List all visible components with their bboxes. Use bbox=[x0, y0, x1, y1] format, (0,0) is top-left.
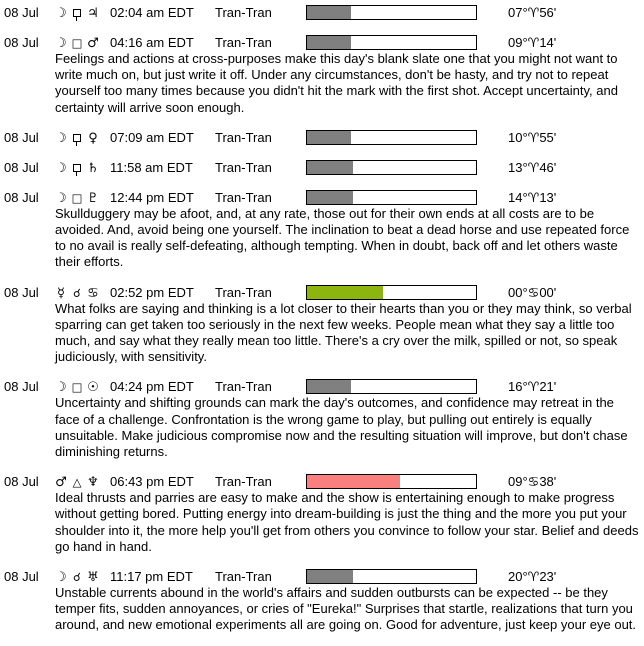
moon-icon: ☽ bbox=[55, 380, 67, 396]
orb-strength-fill bbox=[307, 380, 351, 393]
cancer-sign-icon: ♋ bbox=[87, 285, 99, 301]
event-date: 08 Jul bbox=[4, 379, 39, 395]
event-time: 12:44 pm EDT bbox=[110, 189, 194, 205]
orb-strength-bar bbox=[306, 569, 477, 584]
event-time: 11:58 am EDT bbox=[110, 159, 193, 175]
pluto-icon: ♇ bbox=[87, 190, 99, 206]
event-time: 04:16 am EDT bbox=[110, 35, 194, 50]
event-time: 06:43 pm EDT bbox=[110, 474, 194, 490]
moon-icon: ☽ bbox=[55, 190, 67, 206]
event-time: 02:52 pm EDT bbox=[110, 284, 194, 300]
event-time: 02:04 am EDT bbox=[110, 5, 194, 20]
event-date: 08 Jul bbox=[4, 569, 39, 585]
orb-strength-bar bbox=[306, 160, 477, 175]
position-degrees: 13°♈46' bbox=[508, 159, 557, 175]
event-date: 08 Jul bbox=[4, 474, 39, 490]
jupiter-icon: ♃ bbox=[87, 6, 99, 21]
event-time: 11:17 pm EDT bbox=[110, 569, 193, 585]
orb-strength-fill bbox=[307, 286, 383, 299]
aspect-event-row bbox=[0, 129, 644, 146]
aspect-event bbox=[0, 568, 644, 634]
position-degrees: 14°♈13' bbox=[508, 189, 557, 205]
aspect-glyphs bbox=[53, 129, 101, 147]
event-time: 04:24 pm EDT bbox=[110, 379, 194, 395]
event-date: 08 Jul bbox=[4, 5, 39, 20]
venus-icon: ♀ bbox=[88, 130, 98, 146]
aspect-event-row bbox=[0, 189, 644, 206]
orb-strength-bar bbox=[306, 379, 477, 394]
aspect-event bbox=[0, 34, 644, 116]
interpretation-text: Feelings and actions at cross-purposes make this day's blank slate one that you might not want to write much on, but just write it off. Under any circumstances, don't be hasty, and try not to repeat yourself too many times because you didn't hit the mark with the first shot. Accept uncertainty, and certainty will arrive soon enough. bbox=[55, 51, 618, 115]
aspect-event-row bbox=[0, 284, 644, 301]
position-degrees: 00°♋00' bbox=[508, 284, 557, 300]
event-date: 08 Jul bbox=[4, 159, 39, 175]
interpretation-text: Unstable currents abound in the world's affairs and sudden outbursts can be expected -- be they temper fits, sudden annoyances, or cries of "Eureka!" Surprises that startle, realizations that turn you around, and new emotional experiments all are going on. Good for adventure, just keep your eye out. bbox=[55, 585, 637, 633]
orb-strength-bar bbox=[306, 190, 477, 205]
mars-icon: ♂ bbox=[55, 475, 67, 491]
sun-icon: ☉ bbox=[87, 380, 99, 396]
aspect-event-row bbox=[0, 34, 644, 51]
aspect-glyphs bbox=[53, 473, 101, 491]
event-date: 08 Jul bbox=[4, 284, 39, 300]
event-date: 08 Jul bbox=[4, 35, 39, 50]
square-aspect-icon: □ bbox=[71, 190, 83, 205]
aspect-glyphs bbox=[53, 284, 101, 302]
sesquiquadrate-icon bbox=[69, 130, 85, 147]
aspect-event-row bbox=[0, 568, 644, 585]
moon-icon: ☽ bbox=[55, 36, 67, 51]
mercury-icon: ☿ bbox=[57, 285, 65, 301]
aspect-event-row bbox=[0, 378, 644, 395]
chart-type-label: Tran-Tran bbox=[215, 284, 272, 300]
chart-type-label: Tran-Tran bbox=[215, 129, 272, 145]
event-date: 08 Jul bbox=[4, 129, 39, 145]
aspect-event-row bbox=[0, 159, 644, 176]
aspect-glyphs bbox=[53, 159, 101, 177]
aspect-event bbox=[0, 189, 644, 271]
conjunction-icon: ☌ bbox=[73, 570, 81, 585]
mars-icon: ♂ bbox=[87, 36, 99, 51]
aspect-glyphs bbox=[53, 34, 101, 52]
ingress-event bbox=[0, 284, 644, 366]
orb-strength-fill bbox=[307, 191, 353, 204]
orb-strength-fill bbox=[307, 570, 353, 583]
event-date: 08 Jul bbox=[4, 189, 39, 205]
orb-strength-bar bbox=[306, 5, 477, 20]
orb-strength-fill bbox=[307, 161, 353, 174]
chart-type-label: Tran-Tran bbox=[215, 569, 272, 585]
aspect-glyphs bbox=[53, 378, 101, 396]
aspect-event bbox=[0, 473, 644, 555]
conjunction-icon: ☌ bbox=[73, 285, 81, 300]
sesquiquadrate-icon bbox=[69, 160, 85, 177]
orb-strength-bar bbox=[306, 130, 477, 145]
interpretation-text: Skullduggery may be afoot, and, at any rate, those out for their own ends at all costs are to be avoided. And, avoid being one yourself. The inclination to beat a dead horse and use repeated force to no avail is really self-defeating, although tempting. When in doubt, back off and let others waste their efforts. bbox=[55, 205, 630, 270]
chart-type-label: Tran-Tran bbox=[215, 189, 272, 205]
position-degrees: 20°♈23' bbox=[508, 569, 557, 585]
aspect-glyphs bbox=[53, 568, 101, 586]
orb-strength-fill bbox=[307, 36, 351, 49]
orb-strength-fill bbox=[307, 475, 400, 488]
saturn-icon: ♄ bbox=[87, 160, 99, 176]
aspect-event bbox=[0, 129, 644, 146]
orb-strength-bar bbox=[306, 474, 477, 489]
orb-strength-fill bbox=[307, 6, 351, 19]
interpretation-text: What folks are saying and thinking is a lot closer to their hearts than you or they may think, so verbal sparring can get taken too seriously in the next few weeks. People mean what they say a little too much, and say what they really mean too little. There's a cry over the milk, spilled or not, so speak judiciously, with sensitivity. bbox=[55, 300, 632, 365]
aspect-event-row bbox=[0, 473, 644, 490]
chart-type-label: Tran-Tran bbox=[215, 379, 272, 395]
aspect-glyphs bbox=[53, 189, 101, 207]
moon-icon: ☽ bbox=[55, 570, 67, 586]
neptune-icon: ♆ bbox=[87, 475, 99, 491]
chart-type-label: Tran-Tran bbox=[215, 159, 272, 175]
trine-aspect-icon: △ bbox=[72, 475, 82, 490]
interpretation-text: Ideal thrusts and parries are easy to make and the show is entertaining enough to make progress without getting bored. Putting energy into dream-building is just the thing and the more you put your shoulder into it, the more help you'll get from others you convince to follow your star. Belief and deeds go hand in hand. bbox=[55, 490, 639, 554]
orb-strength-bar bbox=[306, 35, 477, 50]
position-degrees: 16°♈21' bbox=[508, 379, 557, 395]
aspect-event bbox=[0, 378, 644, 460]
moon-icon: ☽ bbox=[55, 130, 67, 146]
square-aspect-icon: □ bbox=[71, 380, 83, 395]
chart-type-label: Tran-Tran bbox=[215, 5, 272, 20]
aspect-event-row bbox=[0, 4, 644, 21]
uranus-icon: ♅ bbox=[87, 570, 99, 586]
position-degrees: 07°♈56' bbox=[508, 5, 557, 20]
aspect-event bbox=[0, 4, 644, 21]
position-degrees: 09°♈14' bbox=[508, 35, 557, 50]
chart-type-label: Tran-Tran bbox=[215, 474, 272, 490]
moon-icon: ☽ bbox=[55, 160, 67, 176]
square-aspect-icon: □ bbox=[71, 36, 83, 50]
moon-icon: ☽ bbox=[55, 6, 67, 21]
orb-strength-fill bbox=[307, 131, 351, 144]
interpretation-text: Uncertainty and shifting grounds can mark the day's outcomes, and confidence may retreat in the face of a challenge. Confrontation is the wrong game to play, but pulling out entirely is equally unsuitable. Make judicious compromise now and the resulting situation will improve, but don't chase diminishing returns. bbox=[55, 395, 628, 460]
event-time: 07:09 am EDT bbox=[110, 129, 194, 145]
chart-type-label: Tran-Tran bbox=[215, 35, 272, 50]
position-degrees: 10°♈55' bbox=[508, 129, 557, 145]
aspect-event bbox=[0, 159, 644, 176]
sesquiquadrate-icon bbox=[69, 5, 85, 22]
aspect-glyphs bbox=[53, 4, 101, 22]
position-degrees: 09°♋38' bbox=[508, 474, 557, 490]
orb-strength-bar bbox=[306, 285, 477, 300]
